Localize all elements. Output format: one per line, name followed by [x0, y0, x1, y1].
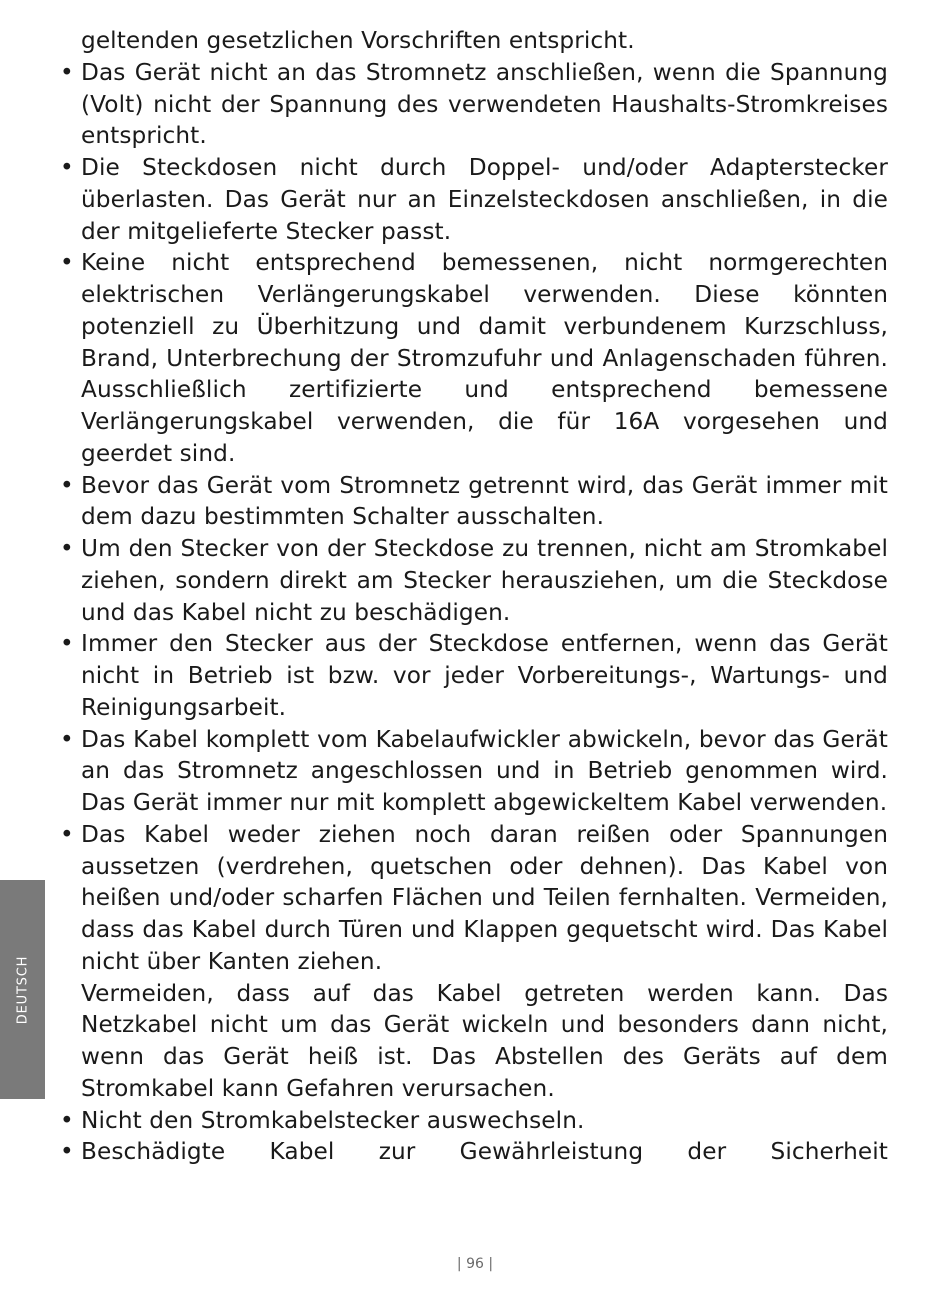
bullet-marker: • [60, 725, 74, 753]
list-item-paragraph: Immer den Stecker aus der Steckdose entfernen, wenn das Gerät nicht in Betrieb ist bzw. vor jeder Vorbereitungs-, Wartungs- und Reinigungsarbeit. [81, 630, 888, 721]
list-item [60, 724, 888, 819]
list-item [60, 1136, 888, 1168]
bullet-marker: • [60, 535, 74, 562]
list-item-paragraph: Vermeiden, dass auf das Kabel getreten werden kann. Das Netzkabel nicht um das Gerät wickeln und besonders dann nicht, wenn das Gerät heiß ist. Das Abstellen des Geräts auf dem Stromkabel kann Gefahren verursachen. [81, 979, 888, 1102]
list-item-text [81, 1136, 888, 1168]
list-item-paragraph: Um den Stecker von der Steckdose zu trennen, nicht am Stromkabel ziehen, sondern direkt am Stecker herausziehen, um die Steckdose und das Kabel nicht zu beschädigen. [81, 535, 888, 626]
list-item-paragraph: Beschädigte Kabel zur Gewährleistung der Sicherheit [81, 1138, 888, 1166]
bullet-marker: • [60, 154, 74, 181]
bullet-marker: • [60, 58, 74, 86]
list-item [60, 819, 888, 1105]
list-item [60, 57, 888, 152]
page-number: | 96 | [456, 1256, 494, 1272]
language-side-tab [0, 880, 45, 1099]
list-item-text [81, 247, 888, 469]
bullet-marker: • [60, 1138, 74, 1166]
bullet-marker: • [60, 820, 74, 848]
list-item [60, 533, 888, 628]
list-item-text [81, 724, 888, 819]
list-item [60, 1105, 888, 1137]
list-item-text [81, 152, 888, 247]
list-item-text [81, 819, 888, 1105]
bullet-marker: • [60, 249, 74, 277]
list-item-text [81, 470, 888, 534]
bullet-list [60, 57, 888, 1168]
bullet-marker: • [60, 630, 74, 658]
language-tab-label: DEUTSCH [15, 955, 30, 1024]
list-item [60, 247, 888, 469]
list-item-paragraph: Nicht den Stromkabelstecker auswechseln. [81, 1106, 585, 1134]
list-item-paragraph: Keine nicht entsprechend bemessenen, nicht normgerechten elektrischen Verlängerungskabel verwenden. Diese könnten potenziell zu Überhitzung und damit verbundenem Kurzschluss, Brand, Unterbrechung der Stromzufuhr und Anlagenschaden führen. Ausschließlich zertifizierte und entsprechend bemessene Verlängerungskabel verwenden, die für 16A vorgesehen und geerdet sind. [81, 249, 888, 467]
list-item-text [81, 628, 888, 723]
document-body [60, 25, 888, 1168]
list-item [60, 628, 888, 723]
list-item-paragraph: Die Steckdosen nicht durch Doppel- und/oder Adapterstecker überlasten. Das Gerät nur an Einzelsteckdosen anschließen, in die der mitgelieferte Stecker passt. [81, 154, 888, 245]
continued-paragraph: geltenden gesetzlichen Vorschriften entspricht. [81, 27, 635, 54]
bullet-marker: • [60, 1106, 74, 1134]
list-item-paragraph: Bevor das Gerät vom Stromnetz getrennt wird, das Gerät immer mit dem dazu bestimmten Schalter ausschalten. [81, 471, 888, 531]
list-item [60, 152, 888, 247]
bullet-marker: • [60, 471, 74, 499]
list-item-paragraph: Das Kabel komplett vom Kabelaufwickler abwickeln, bevor das Gerät an das Stromnetz angeschlossen und in Betrieb genommen wird. Das Gerät immer nur mit komplett abgewickeltem Kabel verwenden. [81, 725, 888, 816]
list-item-paragraph: Das Gerät nicht an das Stromnetz anschließen, wenn die Spannung (Volt) nicht der Spannung des verwendeten Haushalts-Stromkreises entspricht. [81, 58, 888, 150]
list-item-text [81, 1105, 888, 1137]
list-item-text [81, 533, 888, 628]
list-item [60, 470, 888, 534]
list-item-text [81, 57, 888, 152]
list-item-paragraph: Das Kabel weder ziehen noch daran reißen oder Spannungen aussetzen (verdrehen, quetschen oder dehnen). Das Kabel von heißen und/oder scharfen Flächen und Teilen fernhalten. Vermeiden, dass das Kabel durch Türen und Klappen gequetscht wird. Das Kabel nicht über Kanten ziehen. [81, 820, 888, 975]
